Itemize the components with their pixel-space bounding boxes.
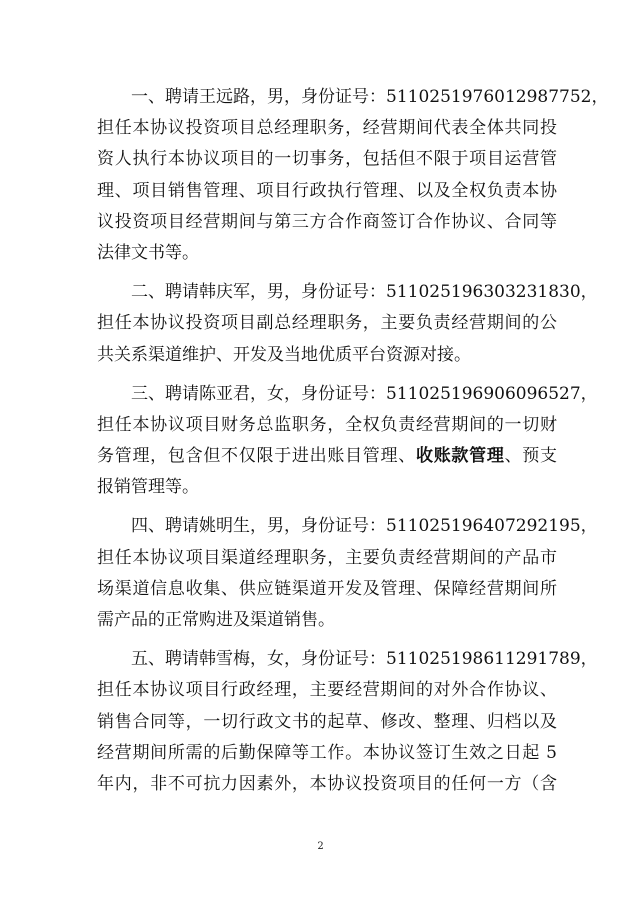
- paragraph-gap: [97, 503, 557, 511]
- text-line: 三、聘请陈亚君，女，身份证号：511025196906096527，: [131, 383, 598, 404]
- paragraph-admin-manager: [97, 644, 598, 800]
- text-line: 共关系渠道维护、开发及当地优质平台资源对接。: [97, 344, 471, 365]
- text-line: 担任本协议投资项目总经理职务，经营期间代表全体共同投: [97, 118, 557, 139]
- paragraph-gap: [97, 269, 557, 277]
- text-line: 担任本协议投资项目副总经理职务，主要负责经营期间的公: [97, 313, 557, 334]
- text-line: 五、聘请韩雪梅，女，身份证号：511025198611291789，: [131, 649, 598, 670]
- text-line: 报销管理等。: [97, 477, 199, 498]
- text-line: 四、聘请姚明生，男，身份证号：511025196407292195，: [131, 516, 598, 537]
- text-line: 销售合同等，一切行政文书的起草、修改、整理、归档以及: [97, 711, 557, 732]
- paragraph-general-manager: [97, 82, 609, 269]
- text-fragment: 务管理，包含但不仅限于进出账目管理、: [97, 446, 416, 467]
- text-line-with-bold: [97, 441, 557, 472]
- text-line: 年内，非不可抗力因素外，本协议投资项目的任何一方（含: [97, 773, 557, 794]
- paragraph-channel-manager: [97, 511, 598, 636]
- text-line: 担任本协议项目行政经理，主要经营期间的对外合作协议、: [97, 680, 557, 701]
- text-fragment: 、预支: [504, 446, 558, 467]
- text-line: 法律文书等。: [97, 242, 199, 263]
- text-line: 理、项目销售管理、项目行政执行管理、以及全权负责本协: [97, 180, 557, 201]
- paragraph-deputy-manager: [97, 277, 598, 371]
- bold-text-fragment: 收账款管理: [415, 446, 505, 467]
- text-line: 一、聘请王远路，男，身份证号：5110251976012987752，: [131, 87, 609, 107]
- page-number: 2: [317, 841, 324, 852]
- paragraph-gap: [97, 636, 557, 644]
- text-line: 担任本协议项目财务总监职务，全权负责经营期间的一切财: [97, 414, 557, 435]
- text-line: 二、聘请韩庆军，男，身份证号：511025196303231830，: [131, 282, 598, 303]
- text-line: 经营期间所需的后勤保障等工作。本协议签订生效之日起 5: [97, 742, 557, 763]
- text-line: 资人执行本协议项目的一切事务，包括但不限于项目运营管: [97, 149, 557, 170]
- paragraph-finance-director: [97, 379, 598, 504]
- text-line: 场渠道信息收集、供应链渠道开发及管理、保障经营期间所: [97, 578, 557, 599]
- text-line: 担任本协议项目渠道经理职务，主要负责经营期间的产品市: [97, 547, 557, 568]
- text-line: 需产品的正常购进及渠道销售。: [97, 610, 335, 630]
- paragraph-gap: [97, 371, 557, 379]
- text-line: 议投资项目经营期间与第三方合作商签订合作协议、合同等: [97, 211, 557, 232]
- document-body: [97, 82, 609, 800]
